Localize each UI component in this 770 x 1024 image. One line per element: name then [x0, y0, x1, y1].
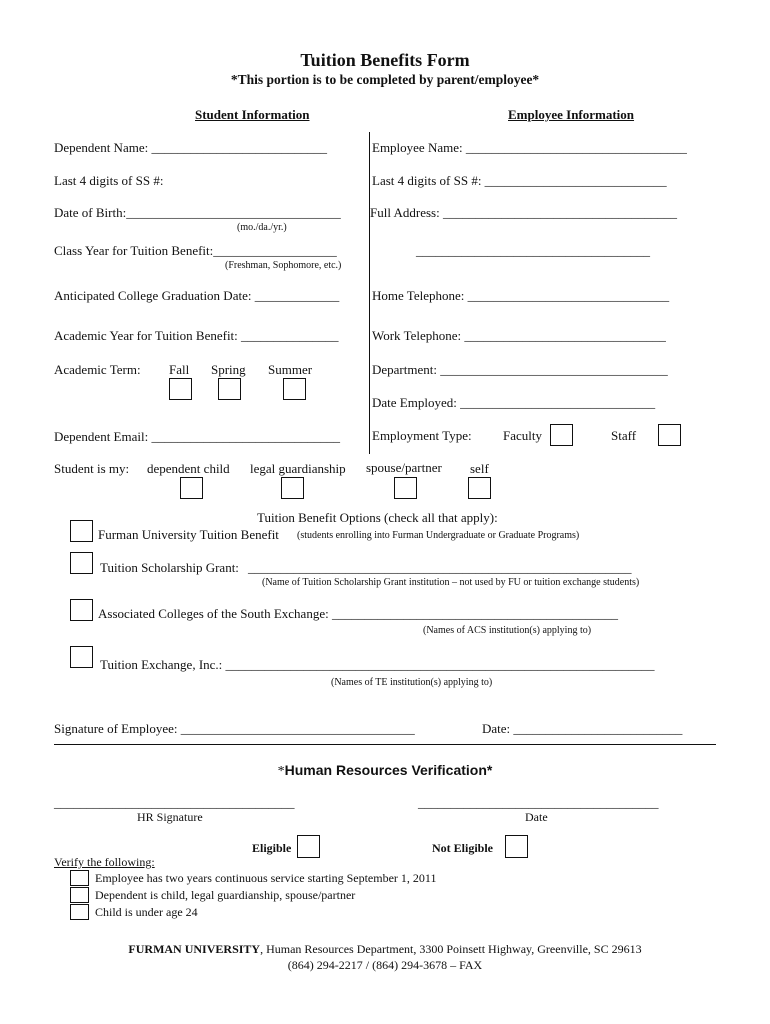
- hr-date-line[interactable]: _____________________________________: [418, 795, 659, 810]
- scholarship-grant-note: (Name of Tuition Scholarship Grant institution – not used by FU or tuition exchange students): [262, 577, 640, 588]
- furman-benefit-checkbox[interactable]: [70, 520, 93, 542]
- not-eligible-checkbox[interactable]: [505, 835, 528, 858]
- type-staff-checkbox[interactable]: [658, 424, 681, 446]
- term-spring-label: Spring: [211, 362, 246, 377]
- employee-ss-field[interactable]: Last 4 digits of SS #: ____________________________: [372, 173, 667, 188]
- class-year-hint: (Freshman, Sophomore, etc.): [225, 260, 342, 271]
- term-summer-checkbox[interactable]: [283, 378, 306, 400]
- hr-heading-text: Human Resources Verification*: [284, 762, 493, 778]
- tuition-exchange-field[interactable]: Tuition Exchange, Inc.: __________________________________________________________________: [100, 657, 655, 672]
- scholarship-grant-checkbox[interactable]: [70, 552, 93, 574]
- hr-heading: [0, 762, 770, 780]
- hr-date-label: Date: [525, 810, 548, 824]
- academic-term-label: Academic Term:: [54, 362, 141, 377]
- rel-dependent-child-label: dependent child: [147, 461, 230, 476]
- footer-address-text: , Human Resources Department, 3300 Poinsett Highway, Greenville, SC 29613: [260, 942, 642, 956]
- scholarship-grant-label: Tuition Scholarship Grant:: [100, 560, 239, 575]
- verify-age-checkbox[interactable]: [70, 904, 89, 920]
- rel-legal-guardianship-label: legal guardianship: [250, 461, 346, 476]
- term-fall-checkbox[interactable]: [169, 378, 192, 400]
- dependent-name-field[interactable]: Dependent Name: ___________________________: [54, 140, 327, 155]
- furman-benefit-label: Furman University Tuition Benefit: [98, 527, 279, 542]
- relationship-label: Student is my:: [54, 461, 130, 476]
- eligible-label: Eligible: [252, 841, 292, 855]
- form-subtitle: *This portion is to be completed by parent/employee*: [230, 72, 540, 87]
- employee-name-field[interactable]: Employee Name: __________________________________: [372, 140, 687, 155]
- term-fall-label: Fall: [169, 362, 190, 377]
- tuition-exchange-note: (Names of TE institution(s) applying to): [331, 677, 493, 688]
- date-employed-field[interactable]: Date Employed: ______________________________: [372, 395, 656, 410]
- academic-year-field[interactable]: Academic Year for Tuition Benefit: _______________: [54, 328, 339, 343]
- full-address-field[interactable]: Full Address: ____________________________________: [370, 205, 677, 220]
- employment-type-label: Employment Type:: [372, 428, 472, 443]
- rel-legal-guardianship-checkbox[interactable]: [281, 477, 304, 499]
- signature-date-field[interactable]: Date: __________________________: [482, 721, 683, 736]
- term-summer-label: Summer: [268, 362, 313, 377]
- home-telephone-field[interactable]: Home Telephone: _______________________________: [372, 288, 670, 303]
- student-info-heading: Student Information: [195, 107, 310, 122]
- department-field[interactable]: Department: ___________________________________: [372, 362, 668, 377]
- hr-signature-label: HR Signature: [137, 810, 203, 824]
- furman-benefit-note: (students enrolling into Furman Undergraduate or Graduate Programs): [297, 530, 580, 541]
- rel-self-checkbox[interactable]: [468, 477, 491, 499]
- employee-signature-field[interactable]: Signature of Employee: ____________________________________: [54, 721, 415, 736]
- verify-relationship-checkbox[interactable]: [70, 887, 89, 903]
- rel-spouse-partner-checkbox[interactable]: [394, 477, 417, 499]
- employee-info-heading: Employee Information: [508, 107, 635, 122]
- rel-spouse-partner-label: spouse/partner: [366, 460, 442, 475]
- type-faculty-checkbox[interactable]: [550, 424, 573, 446]
- class-year-field[interactable]: Class Year for Tuition Benefit:___________________: [54, 243, 337, 258]
- hr-signature-line[interactable]: _____________________________________: [54, 795, 295, 810]
- tuition-exchange-checkbox[interactable]: [70, 646, 93, 668]
- scholarship-grant-line[interactable]: ___________________________________________________________: [248, 560, 632, 575]
- dob-hint: (mo./da./yr.): [237, 222, 287, 233]
- footer-address: [0, 942, 770, 957]
- date-of-birth-field[interactable]: Date of Birth:_________________________________: [54, 205, 341, 220]
- type-staff-label: Staff: [611, 428, 637, 443]
- student-ss-field[interactable]: Last 4 digits of SS #:: [54, 173, 164, 188]
- not-eligible-label: Not Eligible: [432, 841, 494, 855]
- verify-age-text: Child is under age 24: [95, 905, 198, 919]
- verify-service-checkbox[interactable]: [70, 870, 89, 886]
- footer-org: FURMAN UNIVERSITY: [128, 942, 261, 956]
- hr-heading-star: *: [277, 764, 285, 779]
- form-title: Tuition Benefits Form: [300, 50, 470, 70]
- dependent-email-field[interactable]: Dependent Email: _____________________________: [54, 429, 340, 444]
- graduation-date-field[interactable]: Anticipated College Graduation Date: _____________: [54, 288, 340, 303]
- full-address-line-2[interactable]: ____________________________________: [416, 243, 650, 258]
- acs-exchange-note: (Names of ACS institution(s) applying to): [423, 625, 592, 636]
- rel-self-label: self: [470, 461, 489, 476]
- verify-label: Verify the following:: [54, 855, 155, 869]
- section-divider: [54, 744, 716, 745]
- acs-exchange-checkbox[interactable]: [70, 599, 93, 621]
- rel-dependent-child-checkbox[interactable]: [180, 477, 203, 499]
- acs-exchange-field[interactable]: Associated Colleges of the South Exchange: ____________________________________________: [98, 606, 618, 621]
- term-spring-checkbox[interactable]: [218, 378, 241, 400]
- footer-phone: (864) 294-2217 / (864) 294-3678 – FAX: [287, 958, 483, 972]
- column-divider: [369, 132, 370, 454]
- eligible-checkbox[interactable]: [297, 835, 320, 858]
- work-telephone-field[interactable]: Work Telephone: _______________________________: [372, 328, 666, 343]
- type-faculty-label: Faculty: [503, 428, 542, 443]
- benefit-options-heading: Tuition Benefit Options (check all that apply):: [257, 510, 498, 525]
- verify-relationship-text: Dependent is child, legal guardianship, spouse/partner: [95, 888, 356, 902]
- verify-service-text: Employee has two years continuous service starting September 1, 2011: [95, 871, 437, 885]
